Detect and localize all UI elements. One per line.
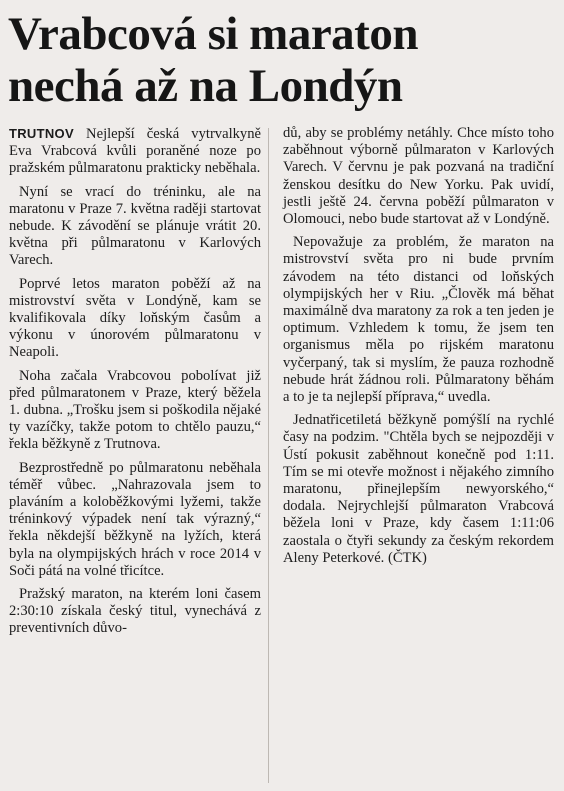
right-column	[283, 125, 554, 573]
paragraph: Nyní se vrací do tréninku, ale na maratonu v Praze 7. května raději startovat nebude. K závodění se plánuje vrátit 20. května při půlmaratonu v Karlových Varech.	[9, 183, 261, 269]
paragraph: Noha začala Vrabcovou pobolívat již před půlmaratonem v Praze, který běžela 1. dubna. „Trošku jsem si poškodila nějaké ty vazíčky, takže potom to chtělo pauzu,“ řekla běžkyně z Trutnova.	[9, 367, 261, 453]
paragraph: Jednatřicetiletá běžkyně pomýšlí na rychlé časy na podzim. "Chtěla bych se nejpozději v Ústí pokusit zaběhnout konečně pod 1:11. Tím se mi otevře možnost i nějakého zimního maratonu, přinejlepším newyorského,“ dodala. Nejrychlejší půlmaraton Vrabcová běžela loni v Praze, kdy časem 1:11:06 zaostala o čtyři sekundy za českým rekordem Aleny Peterkové. (ČTK)	[283, 412, 554, 566]
headline-line-1: Vrabcová si maraton	[8, 8, 418, 60]
headline	[8, 8, 558, 112]
left-column	[9, 125, 261, 644]
paragraph: dů, aby se problémy netáhly. Chce místo toho zaběhnout výborně půlmaraton v Karlových Varech. V červnu je pak pozvaná na tradiční ženskou desítku do New Yorku. Pak uvidí, jestli ještě 24. června poběží půlmaraton v Olomouci, nebo bude startovat až v Londýně.	[283, 125, 554, 228]
dateline: TRUTNOV	[9, 126, 74, 141]
paragraph: Poprvé letos maraton poběží až na mistrovství světa v Londýně, kam se kvalifikovala díky loňským časům a výkonu v únorovém půlmaratonu v Neapoli.	[9, 275, 261, 361]
paragraph	[9, 125, 261, 178]
paragraph: Nepovažuje za problém, že maraton na mistrovství světa pro ni bude prvním závodem na této distanci od loňských olympijských her v Riu. „Člověk má běhat maximálně dva maratony za rok a ten jeden je optimum. Vzhledem k tomu, že jsem ten organismus měla po rijském maratonu vyčerpaný, tak si myslím, že pauza rozhodně nebude hrát žádnou roli. Půlmaratony běhám a to je ta nejlepší příprava,“ uvedla.	[283, 234, 554, 406]
headline-line-2: nechá až na Londýn	[8, 60, 403, 112]
paragraph-text: Nejlepší česká vytrvalkyně Eva Vrabcová kvůli poraněné noze po pražském půlmaratonu prakticky neběhala.	[9, 126, 261, 177]
paragraph: Pražský maraton, na kterém loni časem 2:30:10 získala český titul, vynechává z preventivních důvo-	[9, 586, 261, 637]
column-divider	[268, 128, 269, 783]
paragraph: Bezprostředně po půlmaratonu neběhala téměř vůbec. „Nahrazovala jsem to plaváním a koloběžkovými lyžemi, takže tréninkový výpadek není tak výrazný,“ řekla někdejší běžkyně na lyžích, která byla na olympijských hrách v roce 2014 v Soči pátá na volné třicítce.	[9, 459, 261, 579]
